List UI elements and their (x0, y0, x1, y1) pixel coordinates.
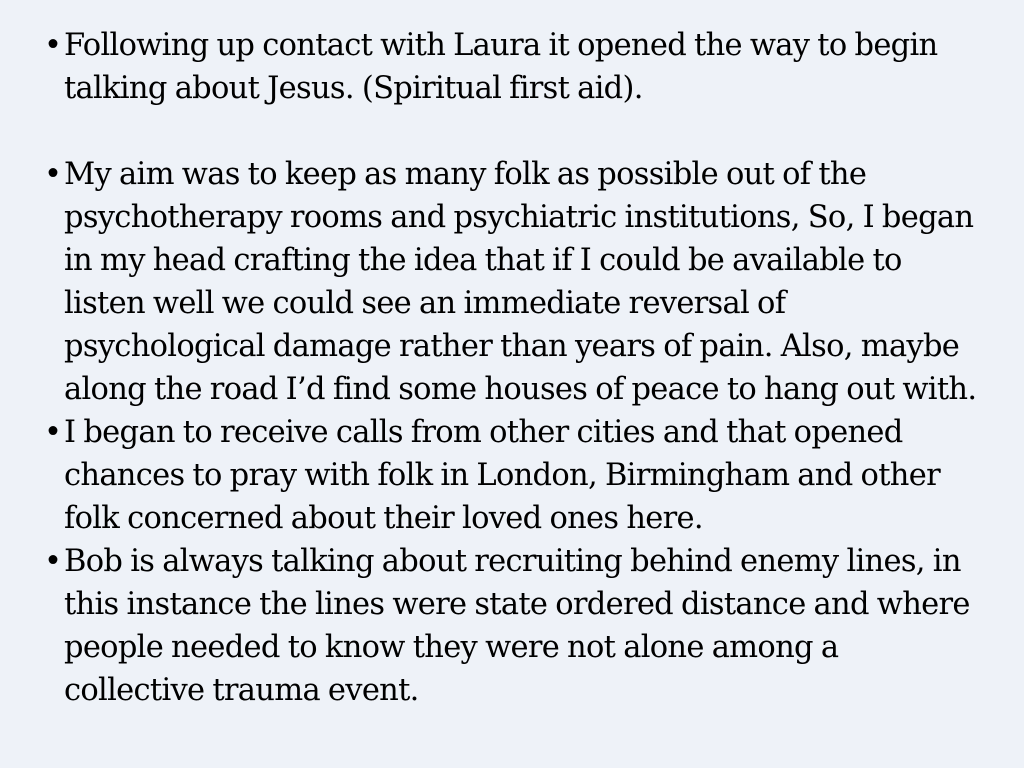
bullet-dot-icon: • (44, 157, 62, 192)
bullet-text: My aim was to keep as many folk as possible out of the psychotherapy rooms and psychiatric institutions, So, I began in my head crafting the idea that if I could be available to listen well we could see an immediate reversal of psychological damage rather than years of pain. Also, maybe along the road I’d find some houses of peace to hang out with. (64, 157, 977, 407)
bullet-dot-icon: • (44, 415, 62, 450)
bullet-list (44, 24, 984, 712)
bullet-text: Following up contact with Laura it opened the way to begin talking about Jesus. (Spiritual first aid). (64, 28, 938, 106)
bullet-text: Bob is always talking about recruiting behind enemy lines, in this instance the lines were state ordered distance and where people needed to know they were not alone among a collective trauma event. (64, 544, 970, 708)
bullet-dot-icon: • (44, 28, 62, 63)
list-item (44, 153, 984, 411)
list-item (44, 24, 984, 110)
list-item (44, 540, 984, 712)
list-item (44, 411, 984, 540)
bullet-dot-icon: • (44, 544, 62, 579)
bullet-text: I began to receive calls from other cities and that opened chances to pray with folk in London, Birmingham and other folk concerned about their loved ones here. (64, 415, 940, 536)
